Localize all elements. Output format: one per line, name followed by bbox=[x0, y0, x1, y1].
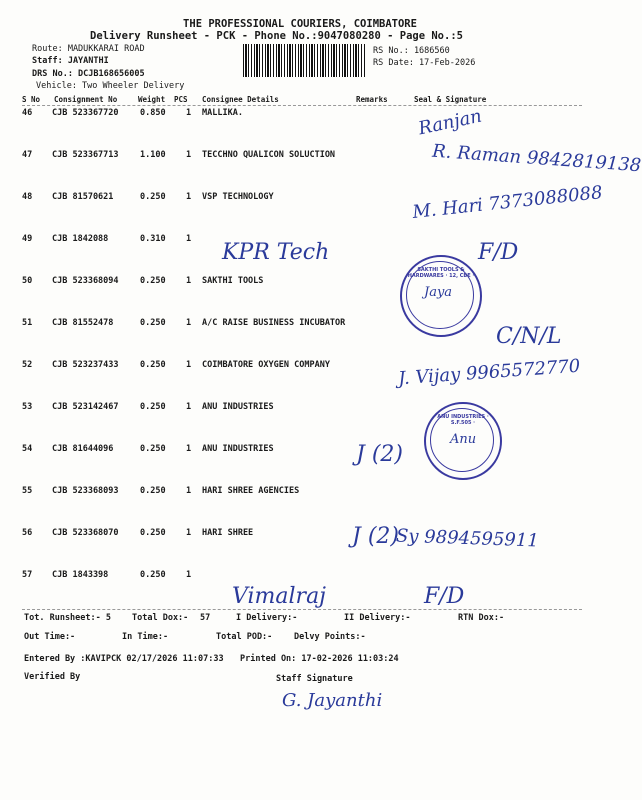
sig-row-52: J. Vijay 9965572770 bbox=[397, 355, 581, 390]
row-weight: 0.250 bbox=[140, 528, 166, 538]
table-row bbox=[22, 486, 582, 498]
row-pcs: 1 bbox=[186, 108, 192, 118]
company-title: THE PROFESSIONAL COURIERS, COIMBATORE bbox=[183, 18, 417, 30]
row-sno: 57 bbox=[22, 570, 33, 580]
row-pcs: 1 bbox=[186, 402, 192, 412]
row-sno: 52 bbox=[22, 360, 33, 370]
row-consignee: VSP TECHNOLOGY bbox=[202, 192, 274, 202]
row-consignee: MALLIKA. bbox=[202, 108, 243, 118]
header-divider bbox=[22, 105, 582, 106]
sig-row-46: Ranjan bbox=[416, 105, 484, 140]
row-consignment: CJB 523367713 bbox=[52, 150, 119, 160]
verified-by: Verified By bbox=[24, 672, 81, 682]
rtn-dox: RTN Dox:- bbox=[458, 613, 505, 623]
row-consignment: CJB 81570621 bbox=[52, 192, 114, 202]
staff-signature: G. Jayanthi bbox=[282, 690, 383, 711]
drs-label: DRS No.: DCJB168656005 bbox=[32, 69, 145, 79]
row-consignee: HARI SHREE AGENCIES bbox=[202, 486, 300, 496]
fd-row-57: F/D bbox=[424, 584, 465, 609]
staff-label: Staff: JAYANTHI bbox=[32, 56, 109, 66]
row-sno: 49 bbox=[22, 234, 33, 244]
row-consignee: ANU INDUSTRIES bbox=[202, 444, 274, 454]
row-consignee: TECCHNO QUALICON SOLUCTION bbox=[202, 150, 336, 160]
sig-row-48: M. Hari 7373088088 bbox=[411, 182, 604, 223]
col-weight: Weight bbox=[138, 95, 166, 104]
remark-row-49: KPR Tech bbox=[222, 240, 330, 265]
row-weight: 0.850 bbox=[140, 108, 166, 118]
col-seal-signature: Seal & Signature bbox=[414, 95, 487, 104]
row-consignment: CJB 1842088 bbox=[52, 234, 109, 244]
sig-row-56-a: J (2) bbox=[352, 524, 399, 549]
row-consignment: CJB 523142467 bbox=[52, 402, 119, 412]
i-delivery: I Delivery:- bbox=[236, 613, 298, 623]
table-row bbox=[22, 570, 582, 582]
row-sno: 48 bbox=[22, 192, 33, 202]
row-weight: 0.250 bbox=[140, 570, 166, 580]
row-sno: 50 bbox=[22, 276, 33, 286]
sig-row-47: R. Raman 9842819138 bbox=[431, 140, 642, 177]
route-label: Route: MADUKKARAI ROAD bbox=[32, 44, 145, 54]
col-consignee: Consignee Details bbox=[202, 95, 279, 104]
delvy-points: Delvy Points:- bbox=[294, 632, 366, 642]
table-row bbox=[22, 402, 582, 414]
row-consignment: CJB 81644096 bbox=[52, 444, 114, 454]
row-weight: 0.250 bbox=[140, 486, 166, 496]
entered-by: Entered By :KAVIPCK 02/17/2026 11:07:33 bbox=[24, 654, 224, 664]
sig-row-56-b: Sy 9894595911 bbox=[395, 525, 540, 552]
row-pcs: 1 bbox=[186, 150, 192, 160]
runsheet-subtitle: Delivery Runsheet - PCK - Phone No.:9047080280 - Page No.:5 bbox=[90, 30, 463, 42]
in-time: In Time:- bbox=[122, 632, 169, 642]
row-consignment: CJB 523237433 bbox=[52, 360, 119, 370]
row-consignee: COIMBATORE OXYGEN COMPANY bbox=[202, 360, 330, 370]
row-sno: 54 bbox=[22, 444, 33, 454]
stamp-sakthi-text: SAKTHI TOOLS & HARDWARES · 12, CBE · bbox=[407, 267, 475, 279]
row-weight: 0.250 bbox=[140, 444, 166, 454]
stamp-anu-initials: Anu bbox=[450, 432, 477, 447]
row-pcs: 1 bbox=[186, 360, 192, 370]
total-dox-label: Total Dox:- bbox=[132, 613, 189, 623]
stamp-anu-text: ANU INDUSTRIES · S.F.505 · bbox=[437, 414, 489, 426]
fd-row-49: F/D bbox=[478, 240, 519, 265]
ii-delivery: II Delivery:- bbox=[344, 613, 411, 623]
staff-signature-label: Staff Signature bbox=[276, 674, 353, 684]
row-consignee: HARI SHREE bbox=[202, 528, 254, 538]
tot-runsheet: Tot. Runsheet:- 5 bbox=[24, 613, 111, 623]
row-weight: 0.250 bbox=[140, 192, 166, 202]
row-consignee: ANU INDUSTRIES bbox=[202, 402, 274, 412]
rs-no: RS No.: 1686560 bbox=[373, 46, 450, 56]
row-pcs: 1 bbox=[186, 570, 192, 580]
row-consignee: A/C RAISE BUSINESS INCUBATOR bbox=[202, 318, 346, 328]
row-consignment: CJB 81552478 bbox=[52, 318, 114, 328]
row-sno: 55 bbox=[22, 486, 33, 496]
sig-row-54: J (2) bbox=[356, 442, 403, 467]
row-consignment: CJB 523368070 bbox=[52, 528, 119, 538]
row-pcs: 1 bbox=[186, 486, 192, 496]
row-consignment: CJB 523368094 bbox=[52, 276, 119, 286]
row-weight: 0.310 bbox=[140, 234, 166, 244]
row-pcs: 1 bbox=[186, 528, 192, 538]
total-dox-value: 57 bbox=[200, 613, 211, 623]
barcode bbox=[243, 44, 365, 77]
row-pcs: 1 bbox=[186, 318, 192, 328]
row-sno: 56 bbox=[22, 528, 33, 538]
row-consignment: CJB 1843398 bbox=[52, 570, 109, 580]
remark-row-51: C/N/L bbox=[496, 324, 562, 349]
seal-stamp-anu bbox=[424, 402, 502, 480]
row-pcs: 1 bbox=[186, 276, 192, 286]
row-weight: 0.250 bbox=[140, 402, 166, 412]
row-sno: 53 bbox=[22, 402, 33, 412]
table-row bbox=[22, 276, 582, 288]
row-weight: 0.250 bbox=[140, 360, 166, 370]
row-consignment: CJB 523367720 bbox=[52, 108, 119, 118]
printed-on: Printed On: 17-02-2026 11:03:24 bbox=[240, 654, 399, 664]
col-pcs: PCS bbox=[174, 95, 188, 104]
vehicle-label: Vehicle: Two Wheeler Delivery bbox=[36, 81, 185, 91]
row-sno: 46 bbox=[22, 108, 33, 118]
row-weight: 1.100 bbox=[140, 150, 166, 160]
row-sno: 51 bbox=[22, 318, 33, 328]
row-consignment: CJB 523368093 bbox=[52, 486, 119, 496]
col-remarks: Remarks bbox=[356, 95, 388, 104]
stamp-sakthi-initials: Jaya bbox=[424, 285, 453, 300]
seal-stamp-sakthi bbox=[400, 255, 482, 337]
row-weight: 0.250 bbox=[140, 318, 166, 328]
total-pod: Total POD:- bbox=[216, 632, 273, 642]
remark-row-57: Vimalraj bbox=[232, 584, 327, 609]
rs-date: RS Date: 17-Feb-2026 bbox=[373, 58, 476, 68]
row-weight: 0.250 bbox=[140, 276, 166, 286]
table-row bbox=[22, 108, 582, 120]
col-sno: S No bbox=[22, 95, 41, 104]
footer-divider bbox=[22, 609, 582, 610]
row-pcs: 1 bbox=[186, 444, 192, 454]
row-pcs: 1 bbox=[186, 192, 192, 202]
col-consignment: Consignment No bbox=[54, 95, 118, 104]
row-pcs: 1 bbox=[186, 234, 192, 244]
out-time: Out Time:- bbox=[24, 632, 76, 642]
row-consignee: SAKTHI TOOLS bbox=[202, 276, 264, 286]
row-sno: 47 bbox=[22, 150, 33, 160]
